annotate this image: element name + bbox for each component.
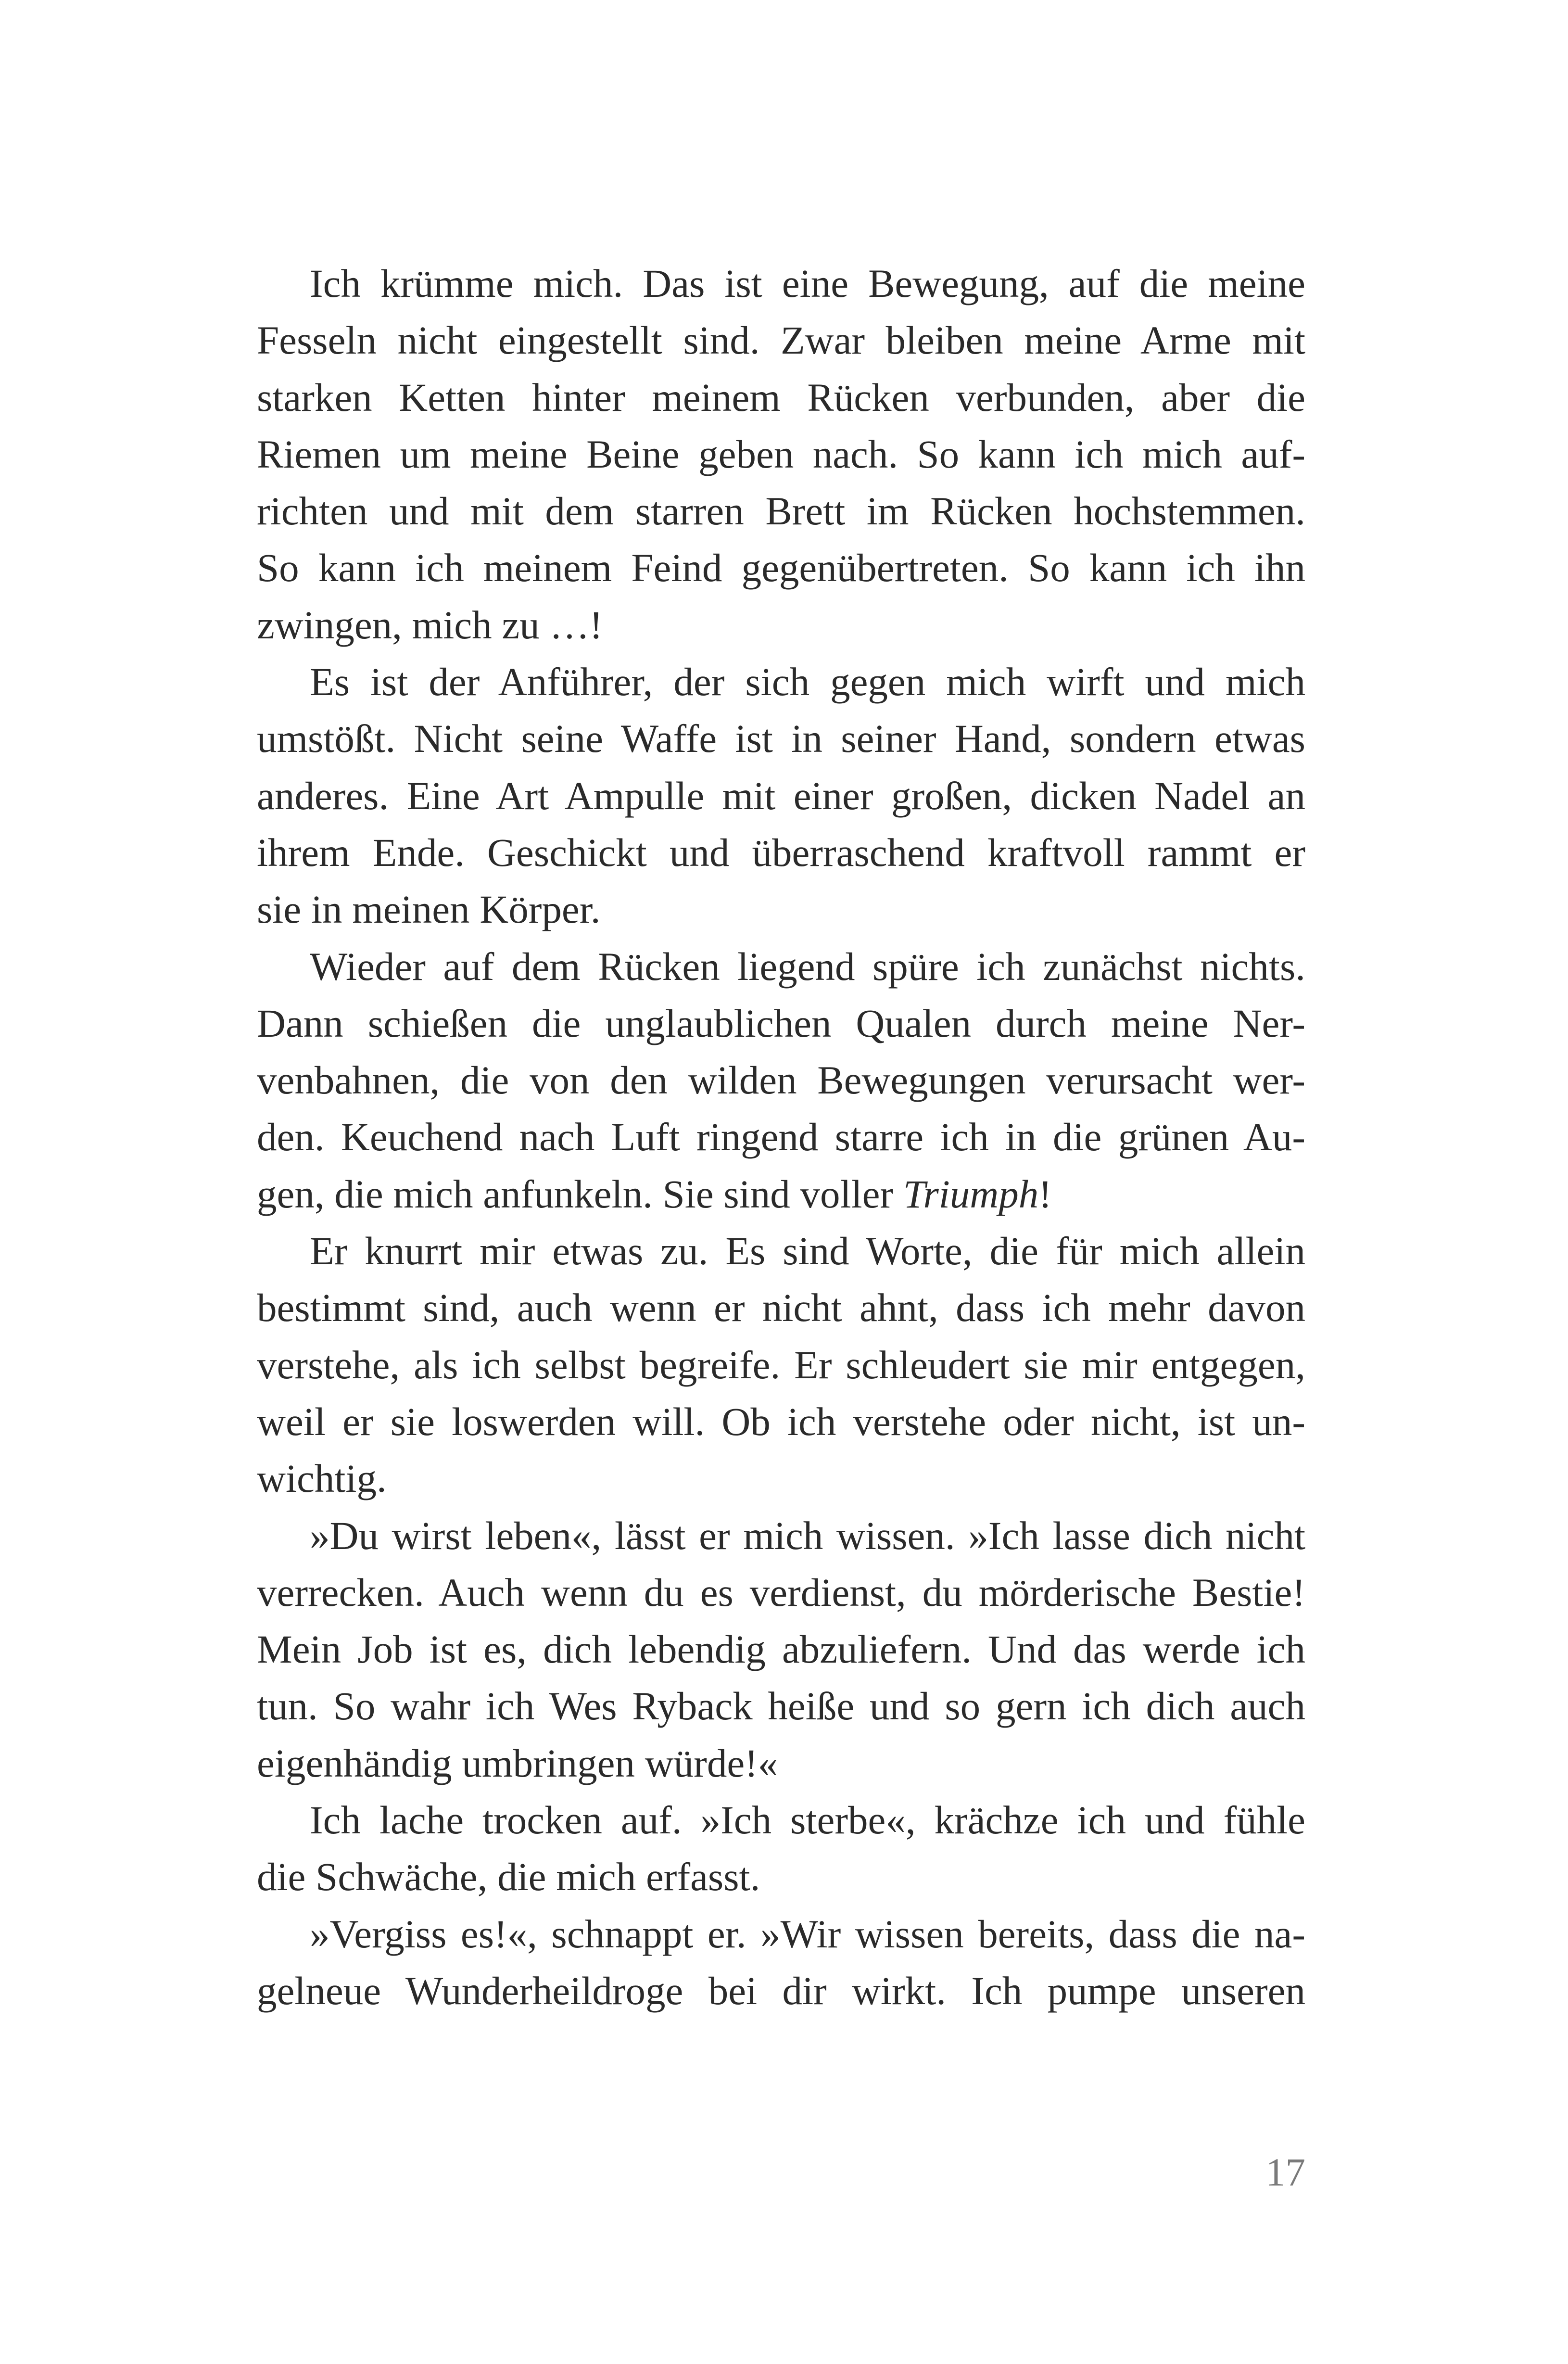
text-line: gelneue Wunderheildroge bei dir wirkt. Ich pumpe unseren [257,1968,1305,2013]
text-line: So kann ich meinem Feind gegenübertreten. So kann ich ihn [257,546,1305,590]
text-line: zwingen, mich zu …! [257,602,603,647]
text-line: »Du wirst leben«, lässt er mich wissen. »Ich lasse dich nicht [310,1513,1305,1558]
text-line: verrecken. Auch wenn du es verdienst, du mörderische Bestie! [257,1570,1305,1614]
text-line: richten und mit dem starren Brett im Rücken hochstemmen. [257,489,1305,534]
text-line: Riemen um meine Beine geben nach. So kann ich mich auf- [257,432,1305,476]
text-line: Wieder auf dem Rücken liegend spüre ich zunächst nichts. [310,944,1305,989]
text-line: Es ist der Anführer, der sich gegen mich wirft und mich [310,660,1305,704]
text-line: starken Ketten hinter meinem Rücken verbunden, aber die [257,375,1305,419]
text-line: sie in meinen Körper. [257,887,601,932]
text-line: tun. So wahr ich Wes Ryback heiße und so gern ich dich auch [257,1684,1305,1729]
text-line: Ich krümme mich. Das ist eine Bewegung, auf die meine [310,261,1305,305]
text-segment: ! [1038,1171,1052,1216]
text-line: Dann schießen die unglaublichen Qualen durch meine Ner- [257,1001,1305,1045]
text-line: Er knurrt mir etwas zu. Es sind Worte, die für mich allein [310,1229,1305,1273]
text-line: umstößt. Nicht seine Waffe ist in seiner Hand, sondern etwas [257,716,1305,761]
page-number: 17 [1265,2150,1305,2194]
text-line: venbahnen, die von den wilden Bewegungen verursacht wer- [257,1058,1305,1103]
text-line: die Schwäche, die mich erfasst. [257,1855,760,1899]
body-text [257,255,1305,2019]
italic-word: Triumph [903,1171,1039,1216]
text-segment: gen, die mich anfunkeln. Sie sind voller [257,1171,903,1216]
text-line: anderes. Eine Art Ampulle mit einer großen, dicken Nadel an [257,773,1305,818]
text-line: den. Keuchend nach Luft ringend starre ich in die grünen Au- [257,1115,1305,1159]
text-line: Fesseln nicht eingestellt sind. Zwar bleiben meine Arme mit [257,318,1305,363]
text-line: Mein Job ist es, dich lebendig abzuliefern. Und das werde ich [257,1627,1305,1672]
text-line: »Vergiss es!«, schnappt er. »Wir wissen bereits, dass die na- [310,1911,1305,1956]
text-line: verstehe, als ich selbst begreife. Er schleudert sie mir entgegen, [257,1342,1305,1387]
text-line-with-italic [257,1166,1305,1222]
text-line: weil er sie loswerden will. Ob ich verstehe oder nicht, ist un- [257,1399,1305,1444]
text-line: eigenhändig umbringen würde!« [257,1741,778,1785]
text-line: Ich lache trocken auf. »Ich sterbe«, krächze ich und fühle [310,1798,1305,1843]
text-line: wichtig. [257,1456,387,1501]
text-line: ihrem Ende. Geschickt und überraschend kraftvoll rammt er [257,830,1305,875]
text-line: bestimmt sind, auch wenn er nicht ahnt, dass ich mehr davon [257,1285,1305,1330]
